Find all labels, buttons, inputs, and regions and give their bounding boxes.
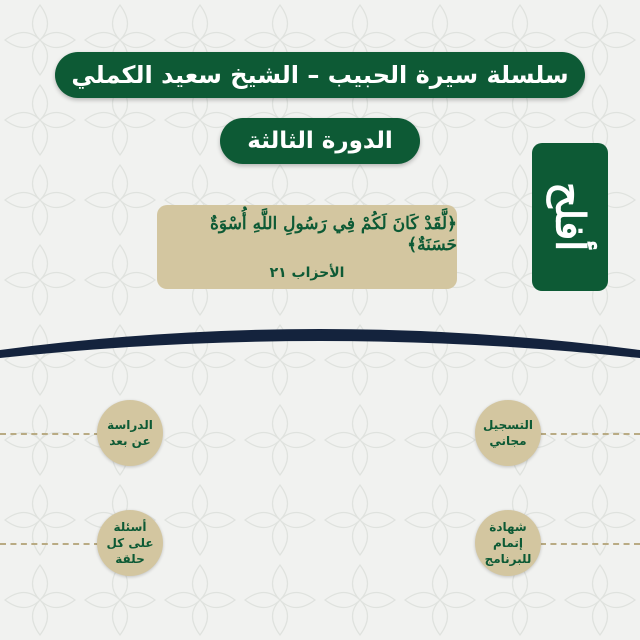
dashed-line (0, 543, 100, 545)
dashed-line (0, 433, 100, 435)
feature-remote-study: الدراسة عن بعد (97, 400, 163, 466)
aflah-logo: أفلح (532, 143, 608, 291)
quran-verse: ﴿لَّقَدْ كَانَ لَكُمْ فِي رَسُولِ اللَّهِ أُسْوَةٌ حَسَنَةٌ﴾ (210, 214, 457, 255)
series-title: سلسلة سيرة الحبيب – الشيخ سعيد الكملي (55, 52, 585, 98)
verse-reference: الأحزاب ٢١ (269, 265, 345, 281)
course-subtitle: الدورة الثالثة (220, 118, 420, 164)
dashed-line (540, 433, 640, 435)
dashed-line (540, 543, 640, 545)
feature-completion-certificate: شهادة إتمام للبرنامج (475, 510, 541, 576)
quran-quote-box (157, 205, 457, 289)
feature-free-registration: التسجيل مجاني (475, 400, 541, 466)
navy-arc-divider (0, 318, 640, 358)
feature-episode-questions: أسئلة على كل حلقة (97, 510, 163, 576)
